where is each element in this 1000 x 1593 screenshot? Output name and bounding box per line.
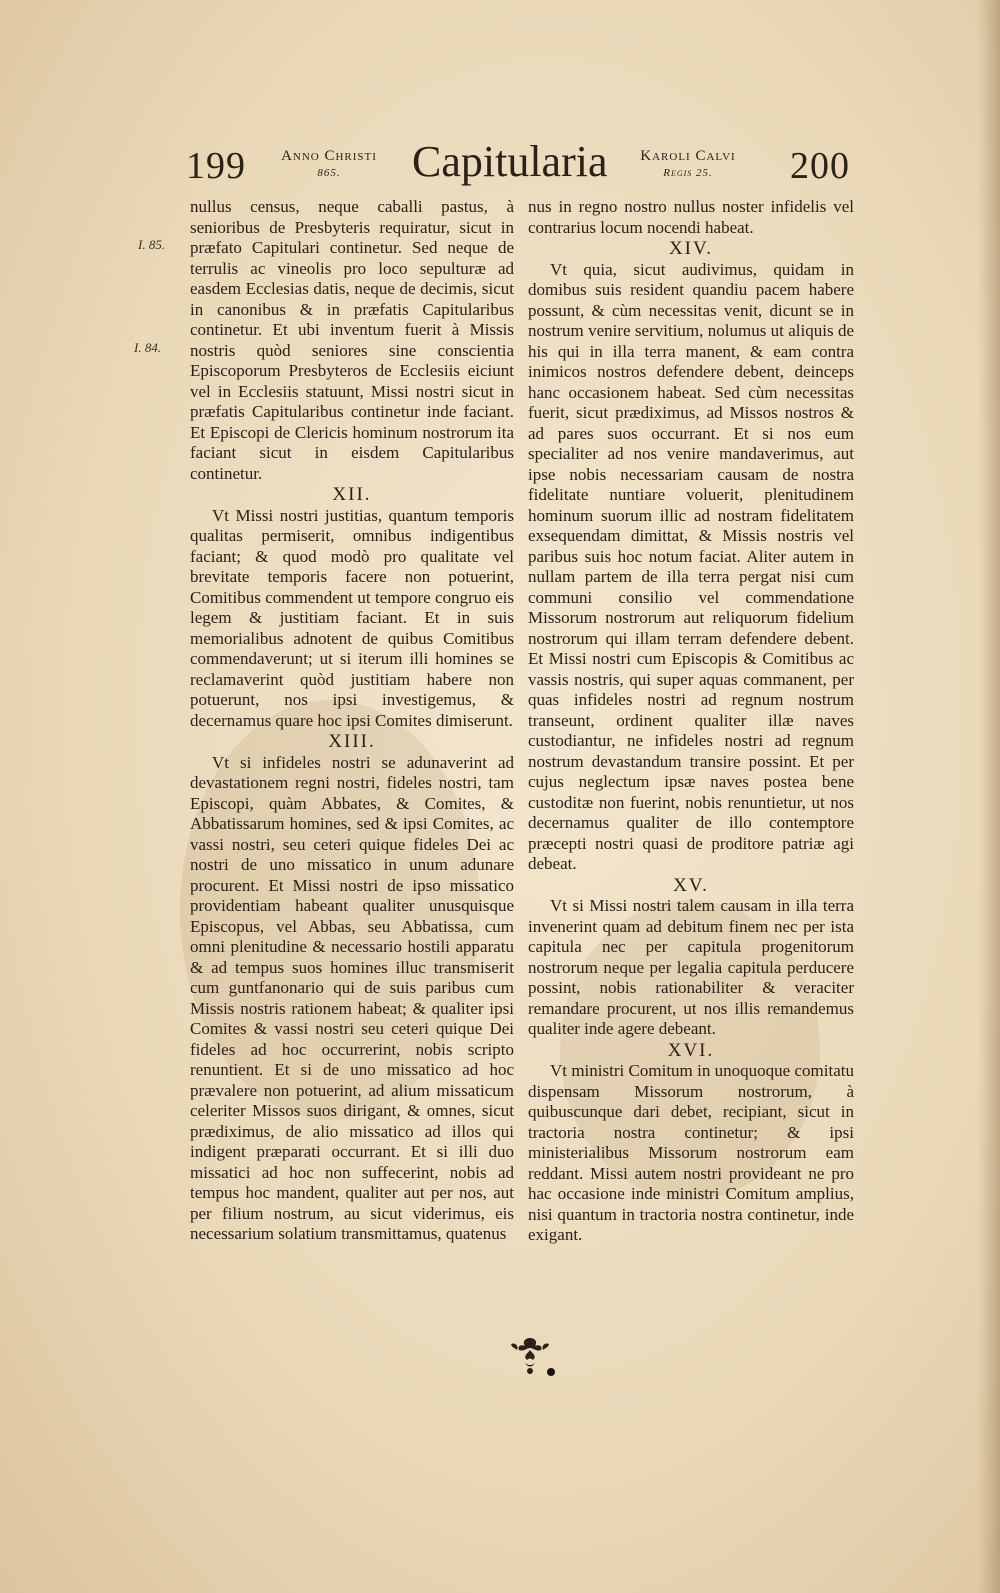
header-year-number: 865.: [317, 167, 341, 179]
header-year-label: [264, 148, 394, 179]
margin-note: I. 85.: [138, 237, 166, 252]
paragraph-chapter-xvi: Vt ministri Comitum in unoquoque comitatu dispensam Missorum nostrorum, à quibuscunque dari debet, recipiant, sicut in tractoria nostra continetur; & ipsi ministerialibus Missorum nostrorum eam reddant. Missi autem nostri provideant ne pro hac occasione inde ministri Comitum amplius, nisi quantum in tractoria nostra continetur, inde exigant.: [528, 1061, 854, 1244]
right-page-number: 200: [790, 145, 850, 187]
left-page-number: 199: [186, 145, 246, 187]
header-king-label: [618, 148, 758, 179]
fleuron-ornament-icon: [505, 1334, 555, 1376]
header-title: Capitularia: [412, 137, 608, 186]
paragraph-chapter-xv: Vt si Missi nostri talem causam in illa terra invenerint quam ad debitum finem nec per ista capitula nec per capitula progenitorum nostrorum neque per legalia capitula perducere possint, nobis rationabiliter & veraciter remandare procurent, ut nos illis remandemus qualiter inde agere debeant.: [528, 896, 854, 1038]
paragraph-continuation: nus in regno nostro nullus noster infidelis vel contrarius locum nocendi habeat.: [528, 197, 854, 237]
page-edge-shadow: [978, 0, 1000, 1593]
paragraph-chapter-xiii: Vt si infideles nostri se adunaverint ad devastationem regni nostri, fideles nostri, tam Episcopi, quàm Abbates, & Comites, & Abbatissarum homines, sed & ipsi Comites, ac vassi nostri, seu ceteri quique fideles Dei ac nostri de uno missatico in unum adunare procurent. Et Missi nostri de ipso missatico providentiam habeant qualiter unusquisque Episcopus, vel Abbas, seu Abbatissa, cum omni plenitudine & necessario hostili apparatu & ad tempus suos homines illuc transmiserit cum guntfanonario qui de suis paribus cum Missis nostris rationem habeat; & qualiter ipsi Comites & vassi nostri seu ceteri quique Dei fideles ad hoc occurrerint, nobis scripto renuntient. Et si de uno missatico ad hoc prævalere non potuerint, ad alium missaticum celeriter Missos suos dirigant, & omnes, sicut prædiximus, de alio missatico ad illos qui indigent præparati occurrant. Et si illi duo missatici ad hoc non suffecerint, nobis ad tempus hoc mandent, qualiter aut per nos, aut per filium nostrum, au sicut viderimus, eis necessarium solatium transmittamus, quatenus: [190, 752, 514, 1243]
paragraph-chapter-xiv: Vt quia, sicut audivimus, quidam in domibus suis resident quandiu pacem habere possunt, & cùm necessitas venit, dicunt se in nostrum venire servitium, nolumus ut aliquis de his qui in illa terra manent, & eam contra inimicos nostros defendere debent, deinceps hanc occasionem habeat. Sed cùm necessitas fuerit, sicut prædiximus, ad Missos nostros & ad pares suos occurrant. Et si nos eum specialiter ad nos venire mandaverimus, aut ipse nobis necessariam causam de nostra fidelitate nuntiare voluerit, plenitudinem hominum suorum illic ad nostram fidelitatem exsequendam dimittat, & Missis nostris vel paribus suis hoc notum faciat. Aliter autem in nullam partem de illa terra pergat nisi cum communi consilio vel commendatione Missorum nostrorum aut reliquorum fidelium nostrorum qui illam terram defendere debent. Et Missi nostri cum Episcopis & Comitibus ac vassis nostris, qui super aquas commanent, per quas infideles nostri ad regnum nostrum transeunt, ordinent qualiter illæ naves custodiantur, ne infideles nostri ad regnum nostrum devastandum transire possint. Et per cujus neglectum ipsæ naves postea bene custoditæ non fuerint, nobis renuntietur, ut nos decernamus qualiter de illo contemptore præcepti nostri quasi de proditore patriæ agi debeat.: [528, 259, 854, 873]
running-header: [180, 138, 850, 198]
chapter-heading-xii: XII.: [332, 484, 372, 505]
chapter-heading-xiii: XIII.: [328, 731, 376, 752]
margin-note: I. 84.: [134, 340, 162, 355]
paragraph-chapter-xii: Vt Missi nostri justitias, quantum temporis qualitas permiserit, omnibus indigentibus faciant; & quod modò pro qualitate vel brevitate temporis facere non potuerint, Comitibus commendent ut tempore congruo eis legem & justitiam faciant. Et in suis memorialibus adnotent de quibus Comitibus commendaverunt; ut si iterum illi homines se reclamaverint quòd justitiam habere non potuerunt, nos ipsi investigemus, & decernamus quare hoc ipsi Comites dimiserunt.: [190, 505, 514, 730]
chapter-heading-xiv: XIV.: [668, 238, 714, 259]
header-year-text: Anno Christi: [281, 148, 377, 164]
header-reign-year: Regis 25.: [663, 167, 713, 179]
header-king-text: Karoli Calvi: [640, 148, 736, 164]
left-text-column: [190, 197, 514, 1245]
chapter-heading-xvi: XVI.: [667, 1039, 715, 1061]
paragraph-continuation: nullus census, neque caballi pastus, à senioribus de Presbyteris requiratur, sicut in præfato Capitulari continetur. Sed neque de terrulis ac vineolis pro loco sepulturæ ad easdem Ecclesias datis, neque de decimis, sicut in canonibus & in præfatis Capitularibus continetur. Et ubi inventum fuerit à Missis nostris quòd seniores sine conscientia Episcoporum Presbyteros de Ecclesiis eiciunt vel in Ecclesiis statuunt, Missi nostri sicut in præfatis Capitularibus continetur inde faciant. Et Episcopi de Clericis hominum nostrorum ita faciant sicut in eisdem Capitularibus continetur.: [190, 197, 514, 483]
right-text-column: [528, 197, 854, 1246]
chapter-heading-xv: XV.: [673, 874, 709, 896]
